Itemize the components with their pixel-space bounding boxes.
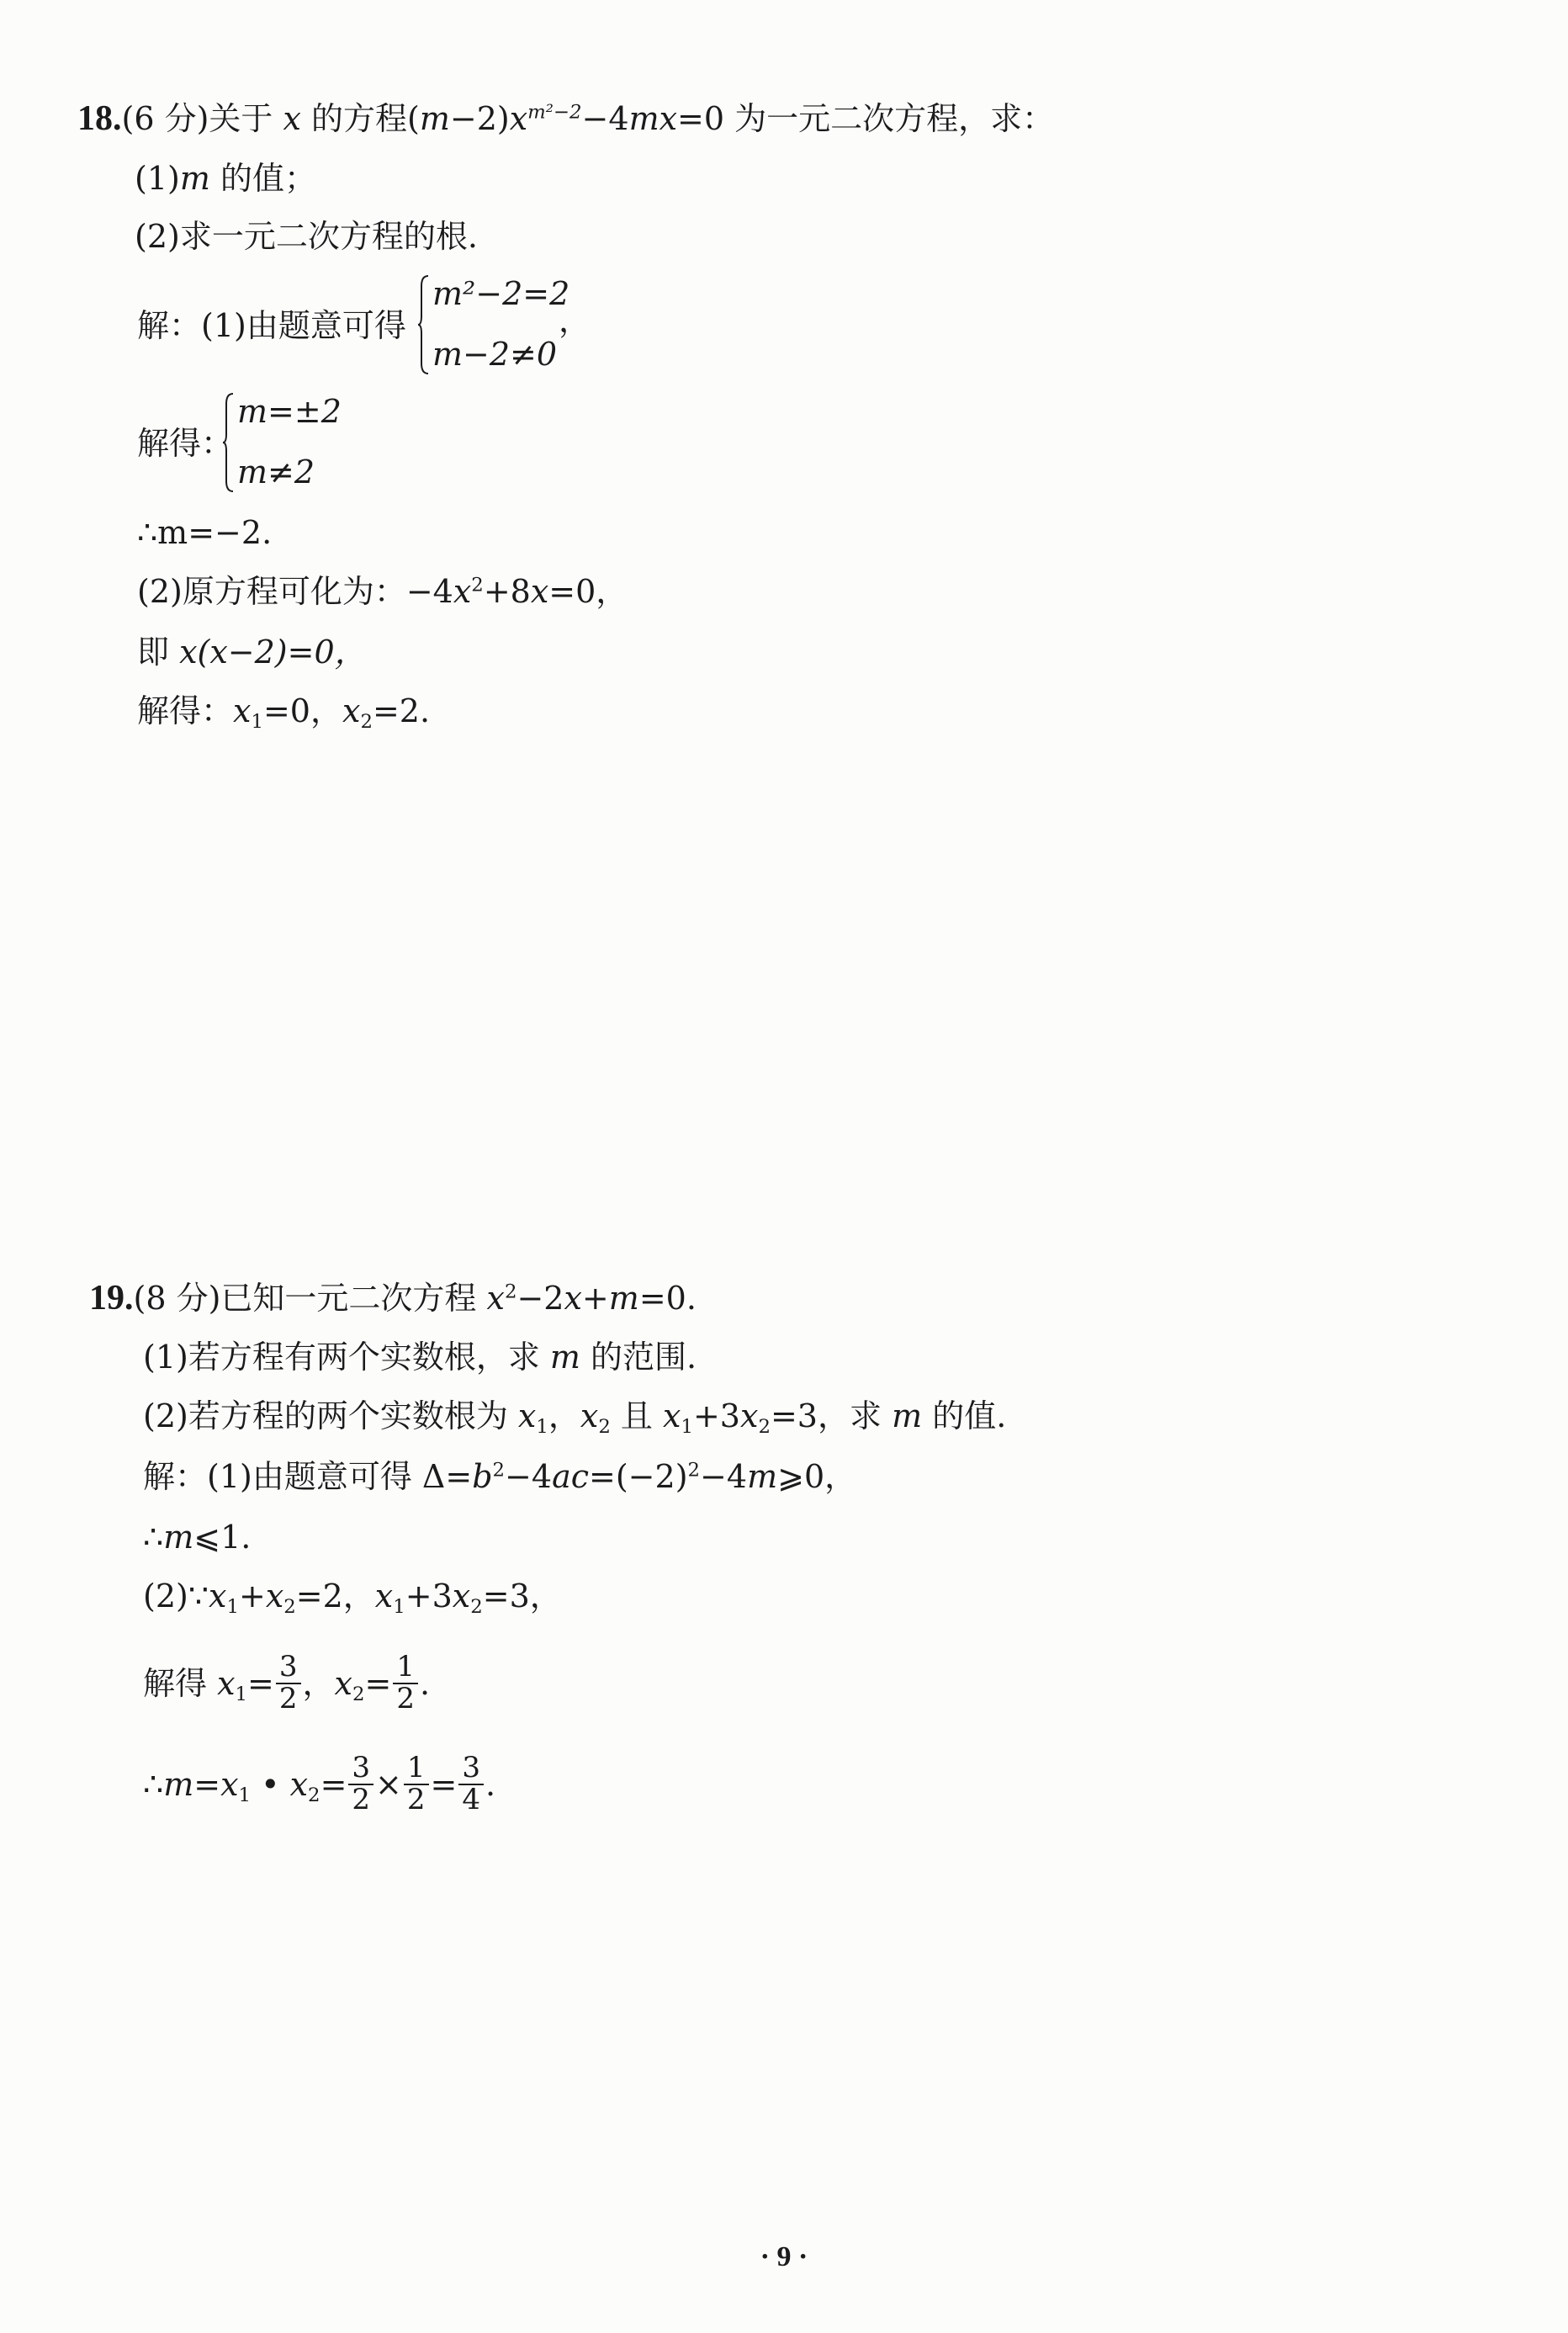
q18-sol-system1 — [417, 274, 591, 375]
q18-sol-system2 — [222, 392, 390, 493]
fraction: $\frac{3}{2}$ — [276, 1652, 301, 1714]
q19-sol-line5: $\therefore m=x_1$ • $x_2=$ $\frac{3}{2}$ × $\frac{1}{2}$ = $\frac{3}{4}$ . — [143, 1751, 496, 1816]
q18-number: 18. — [77, 99, 122, 138]
q18-part2: (2)求一元二次方程的根. — [135, 218, 478, 255]
q19-sol-line2: ∴m⩽1. — [143, 1519, 252, 1556]
q18-system1-suffix: ， — [559, 302, 591, 339]
q18-sol-line6: 解得：$x_1=0$，$x_2=2$. — [137, 692, 431, 733]
q19-stem: 19.(8 分)已知一元二次方程 $x^2-2x+m=0$. — [89, 1279, 697, 1318]
q19-sol-line1: 解：(1)由题意可得 $\Delta=b^2-4ac=(-2)^2-4m⩾0$， — [143, 1458, 857, 1495]
q18-part1: (1)m 的值； — [135, 160, 316, 197]
q18-system2-row1: m=±2 — [237, 393, 342, 430]
fraction: $\frac{3}{2}$ — [348, 1753, 373, 1815]
q19-sol-line4: 解得 $x_1=$ $\frac{3}{2}$ ，$x_2=$ $\frac{1}{2}$ . — [143, 1650, 431, 1715]
brace-icon — [417, 274, 429, 375]
q19-sol-line3: $(2)\because x_1+x_2=2$，$x_1+3x_2=3$， — [143, 1577, 562, 1618]
q19-number: 19. — [89, 1279, 134, 1318]
fraction: $\frac{3}{4}$ — [458, 1753, 484, 1815]
q18-sol-line4: (2)原方程可化为：$-4x^2+8x=0$， — [137, 573, 628, 610]
q18-system2-row2: m≠2 — [237, 453, 315, 490]
q18-system1-row2: m−2≠0 — [432, 336, 558, 373]
page-number: · 9 · — [760, 2241, 808, 2272]
fraction: $\frac{1}{2}$ — [393, 1652, 418, 1714]
q18-system1-row1: m²−2=2 — [432, 275, 570, 312]
q18-sol-line5: 即 x(x−2)=0， — [137, 634, 367, 671]
fraction: $\frac{1}{2}$ — [404, 1753, 429, 1815]
q19-part2: (2)若方程的两个实数根为 $x_1$，$x_2$ 且 $x_1+3x_2=3$，求 m 的值. — [143, 1397, 1007, 1438]
q18-stem: 18.(6 分)关于 x 的方程$(m-2)x^{m^2-2}-4mx=0$ 为一元二次方程，求： — [77, 99, 1055, 138]
q18-sol-line2-prefix: 解得： — [137, 425, 234, 462]
brace-icon — [222, 392, 234, 493]
q18-sol-line3: ∴m=−2. — [137, 514, 273, 551]
q18-sol-line1-prefix: 解：(1)由题意可得 — [137, 307, 406, 344]
q19-part1: (1)若方程有两个实数根，求 m 的范围. — [143, 1339, 697, 1376]
